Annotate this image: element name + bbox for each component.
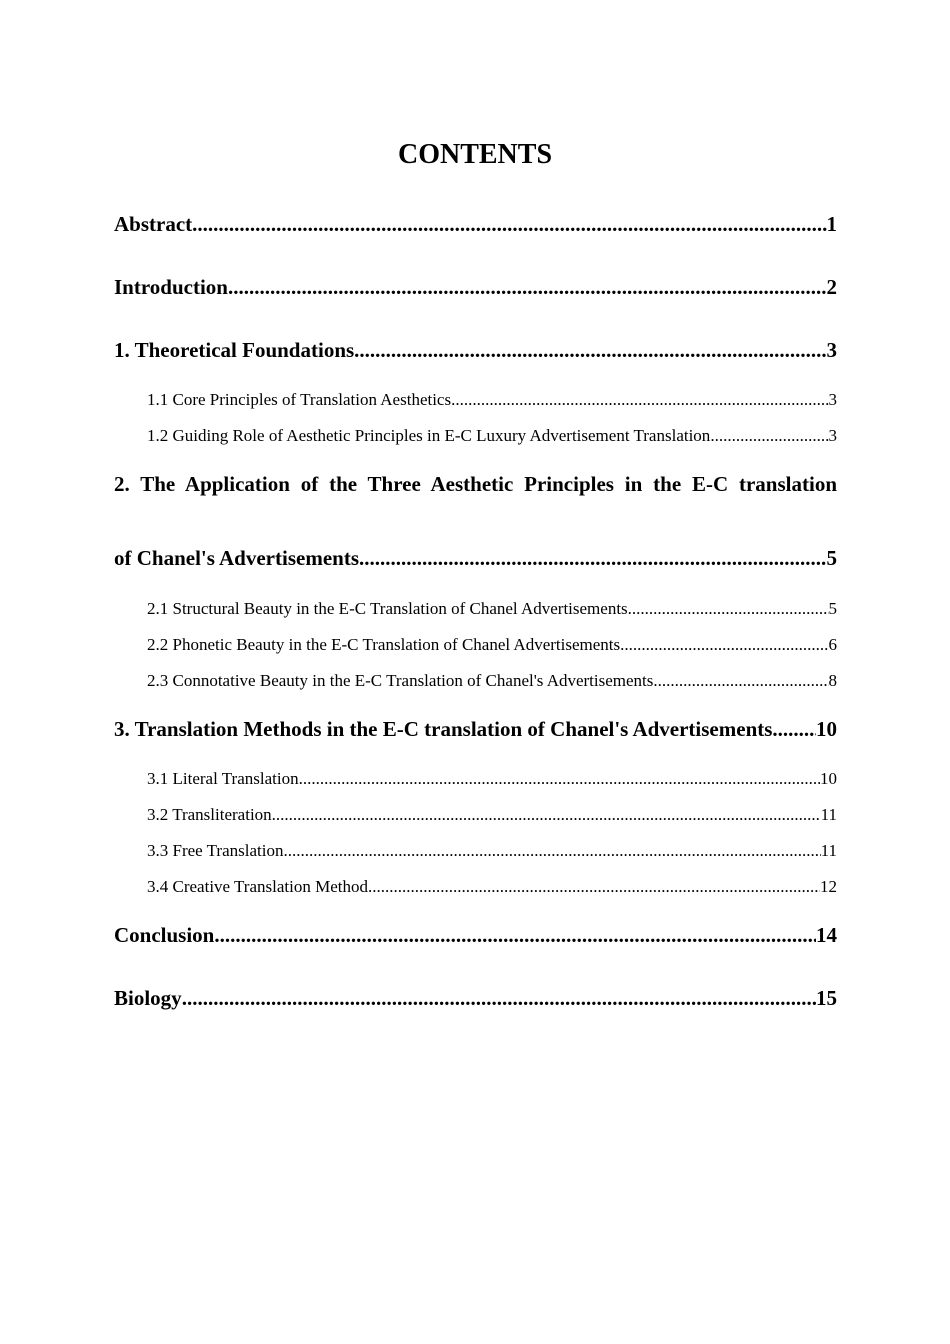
toc-page-number: 3 [826,338,837,362]
toc-entry-section-3-1[interactable] [147,768,837,790]
toc-entry-section-2-1[interactable] [147,598,837,620]
toc-page-number: 5 [828,599,837,618]
toc-entry-section-2-3[interactable] [147,670,837,692]
toc-page-number: 10 [816,717,837,741]
toc-entry-label: Introduction [114,275,228,299]
dot-leader [710,425,828,447]
toc-entry-label: 3.3 Free Translation [147,841,284,860]
dot-leader [653,670,828,692]
dot-leader [182,985,816,1011]
dot-leader [299,768,820,790]
toc-entry-label: 2. The Application of the Three Aesthetic Principles in the E-C translation [114,472,837,496]
toc-page-number: 5 [826,546,837,570]
toc-entry-label: Abstract [114,212,193,236]
toc-entry-section-2-2[interactable] [147,634,837,656]
toc-entry-abstract[interactable] [114,211,837,237]
toc-entry-label: 1.2 Guiding Role of Aesthetic Principles in E-C Luxury Advertisement Translation [147,426,711,445]
toc-entry-conclusion[interactable] [114,922,837,948]
toc-entry-label: 3.2 Transliteration [147,805,272,824]
toc-page-number: 15 [816,986,837,1010]
toc-entry-label: 3. Translation Methods in the E-C translation of Chanel's Advertisements [114,717,773,741]
toc-page-number: 11 [820,805,837,824]
dot-leader [283,840,820,862]
toc-entry-label: Biology [114,986,182,1010]
dot-leader [192,211,826,237]
toc-page-number: 8 [828,671,837,690]
toc-page-number: 10 [820,769,837,788]
toc-entry-section-1-2[interactable] [147,425,837,447]
toc-entry-chapter-2[interactable] [114,545,837,571]
toc-entry-section-3-4[interactable] [147,876,837,898]
dot-leader [451,389,828,411]
toc-entry-label: 3.4 Creative Translation Method [147,877,368,896]
toc-page-number: 2 [826,275,837,299]
toc-entry-label: 3.1 Literal Translation [147,769,299,788]
toc-entry-chapter-1[interactable] [114,337,837,363]
dot-leader [354,337,826,363]
toc-page-number: 14 [816,923,837,947]
dot-leader [359,545,827,571]
dot-leader [368,876,820,898]
toc-page-number: 1 [826,212,837,236]
toc-entry-label: 1. Theoretical Foundations [114,338,355,362]
toc-entry-label: Conclusion [114,923,215,947]
toc-entry-introduction[interactable] [114,274,837,300]
toc-page-number: 3 [828,390,837,409]
toc-entry-label: 1.1 Core Principles of Translation Aesthetics [147,390,452,409]
toc-page-number: 12 [820,877,837,896]
toc-page-number: 6 [828,635,837,654]
dot-leader [272,804,821,826]
toc-entry-chapter-3[interactable] [114,716,837,742]
toc-entry-section-3-2[interactable] [147,804,837,826]
toc-entry-label: 2.3 Connotative Beauty in the E-C Translation of Chanel's Advertisements [147,671,654,690]
toc-entry-label: of Chanel's Advertisements [114,546,359,570]
page-title: CONTENTS [397,139,553,170]
toc-entry-label: 2.1 Structural Beauty in the E-C Translation of Chanel Advertisements [147,599,628,618]
dot-leader [214,922,816,948]
dot-leader [772,716,816,742]
toc-page-number: 3 [828,426,837,445]
toc-entry-section-3-3[interactable] [147,840,837,862]
toc-entry-biology[interactable] [114,985,837,1011]
toc-entry-section-1-1[interactable] [147,389,837,411]
toc-entry-chapter-2-line-1[interactable] [114,471,837,497]
dot-leader [620,634,828,656]
dot-leader [228,274,827,300]
dot-leader [628,598,829,620]
toc-entry-label: 2.2 Phonetic Beauty in the E-C Translation of Chanel Advertisements [147,635,621,654]
toc-page-number: 11 [820,841,837,860]
